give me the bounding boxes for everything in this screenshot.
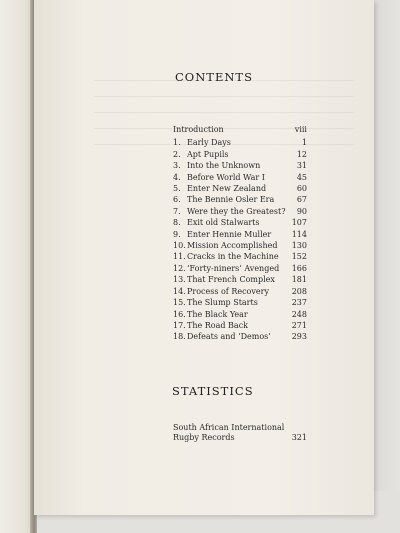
toc-page-number: 114	[291, 229, 307, 239]
toc-page-number: 208	[291, 286, 307, 296]
toc-chapter-title: Exit old Stalwarts	[187, 218, 260, 228]
toc-chapter-number: 3.	[173, 161, 181, 171]
toc-chapter-number: 1.	[173, 138, 181, 148]
toc-row	[173, 309, 307, 320]
toc-row	[173, 183, 307, 194]
toc-row	[173, 217, 307, 228]
toc-row	[173, 240, 307, 251]
toc-chapter-title: Before World War I	[187, 172, 265, 182]
toc-chapter-title: Enter Hennie Muller	[187, 229, 272, 239]
toc-chapter-title: Introduction	[173, 125, 224, 134]
toc-chapter-number: 4.	[173, 172, 181, 182]
toc-chapter-title: Into the Unknown	[187, 161, 261, 171]
toc-row	[173, 320, 307, 331]
toc-chapter-number: 12.	[173, 263, 186, 273]
statistics-page-number: 321	[291, 433, 307, 442]
toc-chapter-title: Early Days	[187, 138, 231, 148]
toc-chapter-title: The Bennie Osler Era	[187, 195, 275, 205]
statistics-list	[173, 423, 307, 443]
toc-row	[173, 274, 307, 285]
toc-row	[173, 160, 307, 171]
toc-row	[173, 124, 307, 135]
toc-chapter-number: 18.	[173, 332, 186, 342]
toc-chapter-title: The Slump Starts	[187, 298, 258, 308]
statistics-heading: STATISTICS	[172, 384, 254, 398]
toc-chapter-number: 17.	[173, 320, 186, 330]
toc-page-number: 67	[296, 195, 307, 205]
toc-page-number: 107	[291, 218, 307, 228]
toc-chapter-title: Mission Accomplished	[187, 241, 278, 251]
toc-chapter-title: Enter New Zealand	[187, 184, 267, 194]
toc-chapter-number: 13.	[173, 275, 186, 285]
toc-chapter-number: 16.	[173, 309, 186, 319]
toc-page-number: 45	[296, 172, 307, 182]
toc-chapter-title: ‘Forty-niners’ Avenged	[187, 263, 280, 273]
book-cover-edge	[0, 0, 34, 533]
toc-chapter-number: 7.	[173, 206, 181, 216]
toc-row	[173, 297, 307, 308]
toc-page-number: 293	[291, 332, 307, 342]
show-through-line	[94, 96, 354, 97]
toc-row	[173, 251, 307, 262]
toc-chapter-title: Apt Pupils	[187, 149, 229, 159]
show-through-line	[94, 112, 354, 113]
toc-row	[173, 137, 307, 148]
toc-page-number: 248	[291, 309, 307, 319]
toc-page-number: 60	[296, 184, 307, 194]
toc-page-number: 12	[296, 149, 307, 159]
table-of-contents	[173, 124, 307, 343]
toc-chapter-number: 8.	[173, 218, 181, 228]
toc-row	[173, 206, 307, 217]
toc-chapter-title: Process of Recovery	[187, 286, 269, 296]
toc-row	[173, 331, 307, 342]
toc-page-number: 271	[291, 320, 307, 330]
toc-row	[173, 149, 307, 160]
toc-row	[173, 286, 307, 297]
toc-row	[173, 229, 307, 240]
toc-row	[173, 194, 307, 205]
toc-page-number: 152	[291, 252, 307, 262]
toc-chapter-number: 2.	[173, 149, 181, 159]
statistics-row	[173, 423, 307, 443]
toc-chapter-title: Were they the Greatest?	[187, 206, 286, 216]
toc-chapter-title: Cracks in the Machine	[187, 252, 279, 262]
toc-chapter-number: 11.	[173, 252, 186, 262]
toc-page-number: 31	[296, 161, 307, 171]
toc-chapter-number: 5.	[173, 184, 181, 194]
toc-page-number: 1	[301, 138, 307, 148]
toc-row	[173, 172, 307, 183]
toc-chapter-number: 15.	[173, 298, 186, 308]
toc-page-number: 90	[296, 206, 307, 216]
toc-chapter-title: The Black Year	[187, 309, 248, 319]
toc-chapter-number: 10.	[173, 241, 186, 251]
toc-chapter-number: 14.	[173, 286, 186, 296]
statistics-title: South African International Rugby Records	[173, 423, 285, 442]
toc-page-number: 237	[291, 298, 307, 308]
toc-chapter-title: That French Complex	[187, 275, 275, 285]
toc-page-number: 130	[291, 241, 307, 251]
toc-chapter-number: 6.	[173, 195, 181, 205]
toc-chapter-number: 9.	[173, 229, 181, 239]
toc-chapter-title: Defeats and ‘Demos’	[187, 332, 271, 342]
contents-heading: CONTENTS	[175, 70, 253, 84]
toc-row	[173, 263, 307, 274]
toc-chapter-title: The Road Back	[187, 320, 249, 330]
toc-page-number: 181	[291, 275, 307, 285]
toc-page-number: viii	[294, 125, 307, 134]
toc-page-number: 166	[291, 263, 307, 273]
